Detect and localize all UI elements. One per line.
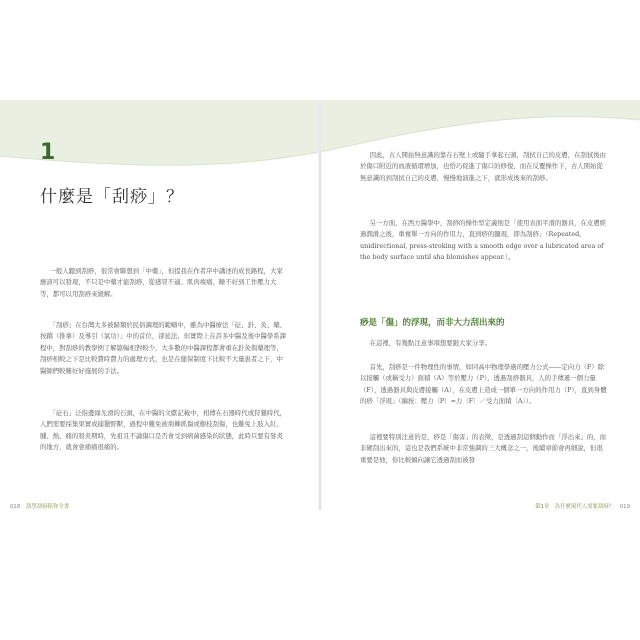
left-paragraph-3: 「砭石」泛指邊緣光滑的石頭，在中醫的文獻記載中，相傳在石器時代或狩獵時代，人們需要採集果實或捕獵野獸，過程中難免被荊棘抓傷或樹枝刮傷，也難免上肢入紅、腫、熱、痛的發炎期時，先祖且不論傷口是否會受到病菌感染的狀態，此時只要有發炎的地方，就會會痛痛很痛的。 bbox=[40, 409, 287, 452]
right-paragraph-4: 首先，刮痧是一件物理性的事情，如同高中物理學過的壓力公式——定向力（F）除以接觸（或稱受力）面積（A）等於壓力（P），透過刮痧器具，人的手傳遞一個力量（F），透過器具與皮膚接觸（A），在皮膚上造成一個單一方向的作用力（P），直到身體的痧「浮現」（編按：壓力〔P〕=力〔F〕／受力面積〔A〕）。 bbox=[360, 363, 607, 406]
page-number-left: 018 bbox=[10, 504, 21, 510]
right-paragraph-3: 在這裡，有幾點注意事項想要跟大家分享。 bbox=[369, 339, 492, 347]
left-footer bbox=[6, 502, 69, 510]
chapter-title: 什麼是「刮痧」？ bbox=[40, 187, 184, 207]
section-subhead: 痧是「傷」的浮現，而非大力刮出來的 bbox=[360, 318, 505, 328]
right-page bbox=[320, 0, 640, 640]
chapter-number: 1 bbox=[40, 140, 56, 165]
left-paragraph-2: 「刮痧」在台灣大多被歸類於民俗調理的範疇中，雖為中醫療法「砭、針、灸、藥、按蹻（推拿）及導引（氣功）」中的首位，卻延法，但實際上在許多中醫及後中醫學系課程中，對刮痧的教學例了解篇幅相對較少，大多數的中醫課程都著重在針灸與藥理等，刮痧相較之下是比較費時費力的處理方式，也是在健保制度下比較不大量患者之下，中醫師們較難好好施展的手法。 bbox=[40, 321, 287, 375]
right-paragraph-1: 因此，古人開始無意識的靠在石壁上或隨手拿起石頭，刮拭自己的皮膚，在刮拭後由於傷口附近的血液循環增加，也恰巧促進了傷口的修復，而在反覆操作下，古人開始從無意識的到刮拭自己的皮膚，慢慢地演進之下，就形成後來的刮痧。 bbox=[360, 151, 607, 182]
right-footer bbox=[535, 502, 634, 510]
page-number-right: 019 bbox=[619, 504, 630, 510]
right-paragraph-2: 另一方面，在西方醫學中，刮痧的操作型定義則是「使用表面平滑的器具，在皮膚經過潤滑之後，重複單一方向的作用力，直到痧的顯現，即為刮痧」（Repeated, unidirectional, press-stroking with a smooth edge over a lubricated area of the body surface until sha blemishes appear.）。 bbox=[360, 219, 607, 262]
chapter-label-footer: 第1章 為什麼現代人需要刮痧？ bbox=[535, 504, 614, 510]
right-paragraph-5: 這裡要特別注意的是，痧是「傷害」的表徵，是透過刮這個動作而「浮出來」的，而非硬刮出來的，這也是我們系統中非常強調的三大概念之一，後續章節會再細說，但很重要是他，你比較傾向讓它透過刮而被發 bbox=[360, 433, 607, 464]
book-title-footer: 刮學刮痧陪你全書 bbox=[26, 504, 70, 510]
left-paragraph-1: 一般人聽到刮痧，很常會聯想到「中藥」，但提我在作者序中講述的成長路程，大家應該可以發現，不只是中藥才能刮痧，從感冒不適、肌肉痠痛、睡不好到工作壓力大等，都可以用刮痧來緩解。 bbox=[40, 267, 283, 298]
